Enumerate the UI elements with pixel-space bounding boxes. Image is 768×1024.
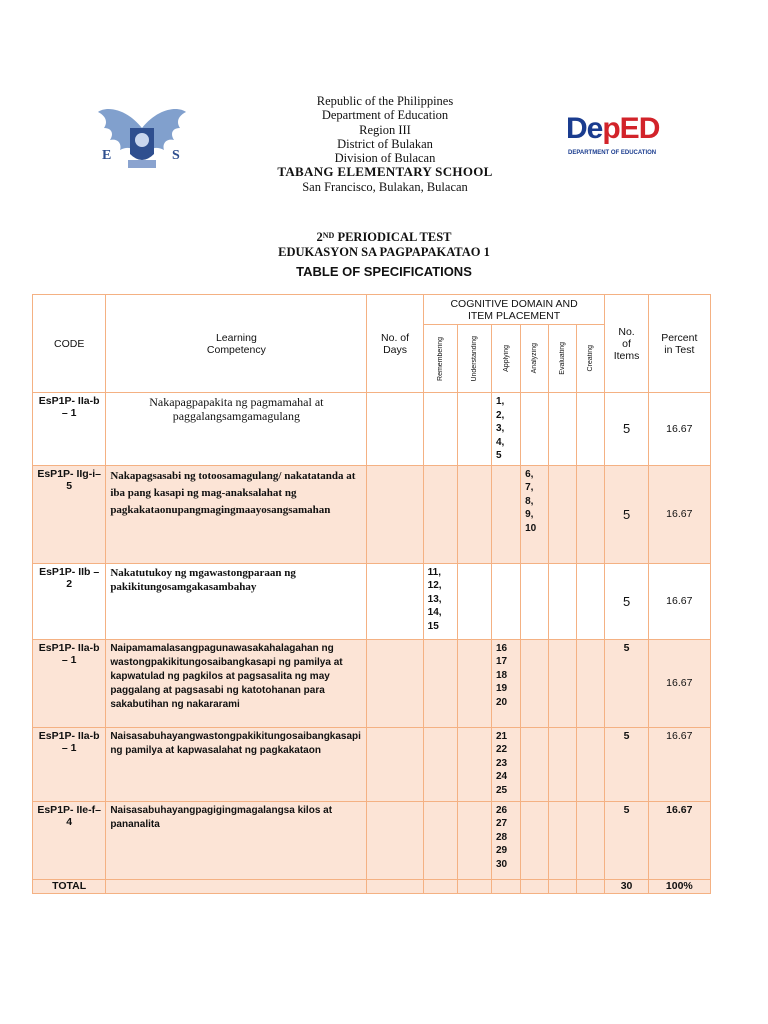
row-percent: 16.67 bbox=[648, 727, 710, 801]
school-logo bbox=[96, 98, 188, 184]
row-understanding bbox=[457, 639, 491, 727]
row-competency: Nakapagsasabi ng totoosamagulang/ nakatatanda at iba pang kasapi ng mag-anaksalahat ng pagkakataonupangmagingmaayosangsamahan bbox=[106, 465, 367, 563]
header-days: No. of Days bbox=[367, 295, 423, 393]
row-creating bbox=[577, 727, 605, 801]
row-applying: 26 27 28 29 30 bbox=[491, 801, 520, 879]
tos-title: TABLE OF SPECIFICATIONS bbox=[296, 264, 472, 279]
row-competency: Nakatutukoy ng mgawastongparaan ng pakikitungosamgakasambahay bbox=[106, 563, 367, 639]
row-competency: Naisasabuhayangwastongpakikitungosaibangkasapi ng pamilya at kapwasalahat ng pagkakataon bbox=[106, 727, 367, 801]
row-remembering bbox=[423, 393, 457, 466]
row-evaluating bbox=[549, 727, 577, 801]
header-applying: Applying bbox=[491, 325, 520, 393]
row-days bbox=[367, 639, 423, 727]
row-evaluating bbox=[549, 465, 577, 563]
ordinal-number: 2 bbox=[316, 230, 323, 244]
row-items: 5 bbox=[605, 465, 648, 563]
row-days bbox=[367, 393, 423, 466]
letterhead-line-4: District of Bulakan bbox=[337, 136, 433, 151]
header-remembering: Remembering bbox=[423, 325, 457, 393]
row-understanding bbox=[457, 393, 491, 466]
row-analyzing: 6, 7, 8, 9, 10 bbox=[521, 465, 549, 563]
row-items: 5 bbox=[605, 639, 648, 727]
row-remembering: 11, 12, 13, 14, 15 bbox=[423, 563, 457, 639]
header-code: CODE bbox=[33, 295, 106, 393]
table-row bbox=[33, 393, 711, 466]
row-percent: 16.67 bbox=[648, 801, 710, 879]
total-percent: 100% bbox=[648, 879, 710, 893]
row-items: 5 bbox=[605, 393, 648, 466]
row-analyzing bbox=[521, 563, 549, 639]
school-address: San Francisco, Bulakan, Bulacan bbox=[302, 179, 468, 194]
row-remembering bbox=[423, 639, 457, 727]
table-row bbox=[33, 465, 711, 563]
row-remembering bbox=[423, 801, 457, 879]
row-competency: Nakapagpapakita ng pagmamahal at paggalangsamgamagulang bbox=[106, 393, 367, 466]
specifications-table bbox=[32, 294, 711, 894]
row-evaluating bbox=[549, 801, 577, 879]
header-cognitive-domain: COGNITIVE DOMAIN AND ITEM PLACEMENT bbox=[423, 295, 605, 325]
row-items: 5 bbox=[605, 801, 648, 879]
row-remembering bbox=[423, 465, 457, 563]
test-name: PERIODICAL TEST bbox=[334, 230, 452, 244]
total-label: TOTAL bbox=[33, 879, 106, 893]
row-competency: Naisasabuhayangpagigingmagalangsa kilos at pananalita bbox=[106, 801, 367, 879]
row-code: EsP1P- IIg-i– 5 bbox=[33, 465, 106, 563]
row-percent: 16.67 bbox=[648, 639, 710, 727]
deped-logo-subtitle: DEPARTMENT OF EDUCATION bbox=[568, 150, 657, 156]
row-code: EsP1P- IIa-b – 1 bbox=[33, 393, 106, 466]
table-row bbox=[33, 563, 711, 639]
row-code: EsP1P- IIa-b – 1 bbox=[33, 727, 106, 801]
deped-logo-ped: pED bbox=[602, 112, 660, 145]
row-analyzing bbox=[521, 639, 549, 727]
row-creating bbox=[577, 801, 605, 879]
row-remembering bbox=[423, 727, 457, 801]
table-row bbox=[33, 727, 711, 801]
header-percent: Percent in Test bbox=[648, 295, 710, 393]
row-applying bbox=[491, 465, 520, 563]
row-days bbox=[367, 563, 423, 639]
header-evaluating: Evaluating bbox=[549, 325, 577, 393]
header-competency: Learning Competency bbox=[106, 295, 367, 393]
row-items: 5 bbox=[605, 727, 648, 801]
letterhead-line-5: Division of Bulacan bbox=[334, 151, 436, 166]
subject-title: EDUKASYON SA PAGPAPAKATAO 1 bbox=[278, 245, 490, 259]
row-creating bbox=[577, 639, 605, 727]
school-logo-letter-s: S bbox=[172, 148, 180, 163]
row-applying: 16 17 18 19 20 bbox=[491, 639, 520, 727]
row-evaluating bbox=[549, 563, 577, 639]
header-items: No. of Items bbox=[605, 295, 648, 393]
row-analyzing bbox=[521, 801, 549, 879]
letterhead-line-2: Department of Education bbox=[321, 108, 449, 123]
row-code: EsP1P- IIa-b – 1 bbox=[33, 639, 106, 727]
table-header-row bbox=[33, 295, 711, 325]
test-title bbox=[0, 230, 768, 245]
header-creating: Creating bbox=[577, 325, 605, 393]
deped-logo bbox=[566, 112, 666, 162]
row-understanding bbox=[457, 465, 491, 563]
school-logo-letter-e: E bbox=[102, 148, 112, 163]
table-row bbox=[33, 639, 711, 727]
row-understanding bbox=[457, 801, 491, 879]
letterhead bbox=[200, 94, 570, 194]
letterhead-line-3: Region III bbox=[359, 122, 411, 137]
row-evaluating bbox=[549, 393, 577, 466]
table-row bbox=[33, 801, 711, 879]
row-analyzing bbox=[521, 393, 549, 466]
row-creating bbox=[577, 393, 605, 466]
row-understanding bbox=[457, 563, 491, 639]
row-competency: Naipamamalasangpagunawasakahalagahan ng wastongpakikitungosaibangkasapi ng pamilya at kapwatulad ng pagkilos at pagsasalita ng may paggalang at pagsasabi ng katotohanan para sakabutihan ng nakararami bbox=[106, 639, 367, 727]
row-understanding bbox=[457, 727, 491, 801]
row-creating bbox=[577, 465, 605, 563]
row-code: EsP1P- IIe-f– 4 bbox=[33, 801, 106, 879]
total-row bbox=[33, 879, 711, 893]
deped-logo-de: De bbox=[566, 112, 603, 145]
row-items: 5 bbox=[605, 563, 648, 639]
header-understanding: Understanding bbox=[457, 325, 491, 393]
row-percent: 16.67 bbox=[648, 393, 710, 466]
row-days bbox=[367, 465, 423, 563]
row-percent: 16.67 bbox=[648, 563, 710, 639]
row-creating bbox=[577, 563, 605, 639]
ordinal-suffix: ND bbox=[322, 231, 335, 240]
total-items: 30 bbox=[605, 879, 648, 893]
row-applying bbox=[491, 563, 520, 639]
letterhead-line-1: Republic of the Philippines bbox=[316, 94, 454, 108]
row-days bbox=[367, 727, 423, 801]
school-name: TABANG ELEMENTARY SCHOOL bbox=[277, 164, 493, 180]
row-evaluating bbox=[549, 639, 577, 727]
row-code: EsP1P- IIb – 2 bbox=[33, 563, 106, 639]
header-analyzing: Analyzing bbox=[521, 325, 549, 393]
row-analyzing bbox=[521, 727, 549, 801]
row-days bbox=[367, 801, 423, 879]
row-applying: 21 22 23 24 25 bbox=[491, 727, 520, 801]
row-percent: 16.67 bbox=[648, 465, 710, 563]
row-applying: 1, 2, 3, 4, 5 bbox=[491, 393, 520, 466]
